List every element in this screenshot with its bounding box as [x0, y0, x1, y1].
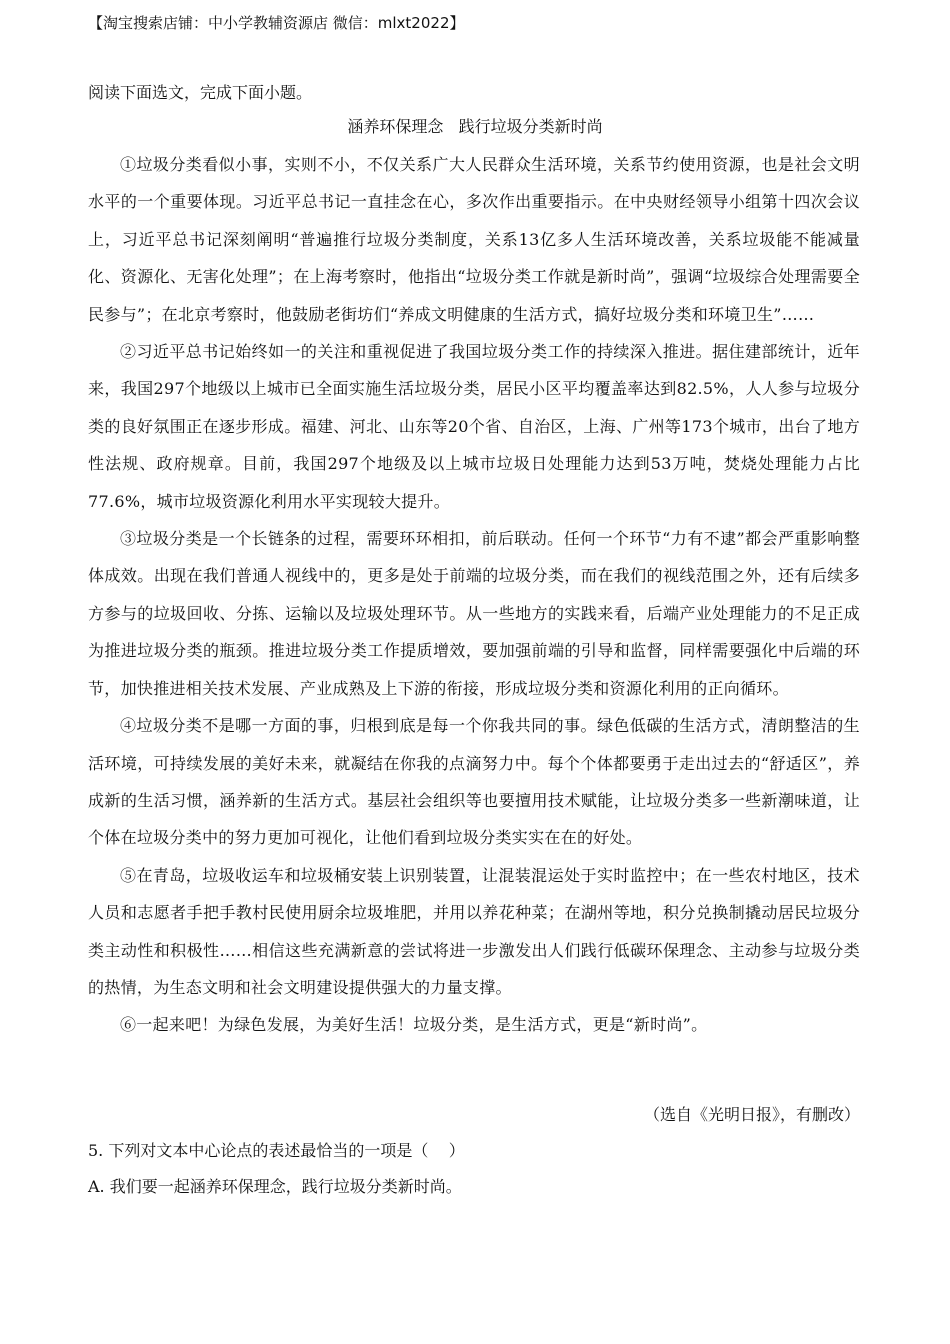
reading-instruction: 阅读下面选文，完成下面小题。	[88, 83, 313, 102]
paragraph-3: ③垃圾分类是一个长链条的过程，需要环环相扣，前后联动。任何一个环节“力有不逮”都会严重影响整体成效。出现在我们普通人视线中的，更多是处于前端的垃圾分类，而在我们的视线范围之外，还有后续多方参与的垃圾回收、分拣、运输以及垃圾处理环节。从一些地方的实践来看，后端产业处理能力的不足正成为推进垃圾分类的瓶颈。推进垃圾分类工作提质增效，要加强前端的引导和监督，同样需要强化中后端的环节，加快推进相关技术发展、产业成熟及上下游的衔接，形成垃圾分类和资源化利用的正向循环。	[88, 529, 860, 698]
paragraph-6: ⑥一起来吧！为绿色发展，为美好生活！垃圾分类，是生活方式，更是“新时尚”。	[120, 1015, 708, 1035]
paragraph-1: ①垃圾分类看似小事，实则不小，不仅关系广大人民群众生活环境，关系节约使用资源，也是社会文明水平的一个重要体现。习近平总书记一直挂念在心，多次作出重要指示。在中央财经领导小组第十四次会议上，习近平总书记深刻阐明“普遍推行垃圾分类制度，关系13亿多人生活环境改善，关系垃圾能不能减量化、资源化、无害化处理”；在上海考察时，他指出“垃圾分类工作就是新时尚”，强调“垃圾综合处理需要全民参与”；在北京考察时，他鼓励老街坊们“养成文明健康的生活方式，搞好垃圾分类和环境卫生”……	[88, 155, 860, 324]
option-a: A. 我们要一起涵养环保理念，践行垃圾分类新时尚。	[88, 1177, 462, 1196]
paragraph-5: ⑤在青岛，垃圾收运车和垃圾桶安装上识别装置，让混装混运处于实时监控中；在一些农村地区，技术人员和志愿者手把手教村民使用厨余垃圾堆肥，并用以养花种菜；在湖州等地，积分兑换制撬动居民垃圾分类主动性和积极性……相信这些充满新意的尝试将进一步激发出人们践行低碳环保理念、主动参与垃圾分类的热情，为生态文明和社会文明建设提供强大的力量支撑。	[88, 865, 860, 997]
article-title: 涵养环保理念 践行垃圾分类新时尚	[347, 117, 603, 136]
paragraph-4: ④垃圾分类不是哪一方面的事，归根到底是每一个你我共同的事。绿色低碳的生活方式，清朗整洁的生活环境，可持续发展的美好未来，就凝结在你我的点滴努力中。每个个体都要勇于走出过去的“舒适区”，养成新的生活习惯，涵养新的生活方式。基层社会组织等也要擅用技术赋能，让垃圾分类多一些新潮味道，让个体在垃圾分类中的努力更加可视化，让他们看到垃圾分类实实在在的好处。	[88, 716, 860, 848]
article-source: （选自《光明日报》，有删改）	[643, 1105, 860, 1124]
article-body	[88, 146, 860, 1044]
question-stem: 5. 下列对文本中心论点的表述最恰当的一项是（ ）	[88, 1141, 465, 1160]
paragraph-2: ②习近平总书记始终如一的关注和重视促进了我国垃圾分类工作的持续深入推进。据住建部统计，近年来，我国297个地级以上城市已全面实施生活垃圾分类，居民小区平均覆盖率达到82.5%，人人参与垃圾分类的良好氛围正在逐步形成。福建、河北、山东等20个省、自治区，上海、广州等173个城市，出台了地方性法规、政府规章。目前，我国297个地级及以上城市垃圾日处理能力达到53万吨，焚烧处理能力占比77.6%，城市垃圾资源化利用水平实现较大提升。	[88, 342, 860, 511]
shop-note: 【淘宝搜索店铺：中小学教辅资源店 微信：mlxt2022】	[88, 14, 465, 32]
